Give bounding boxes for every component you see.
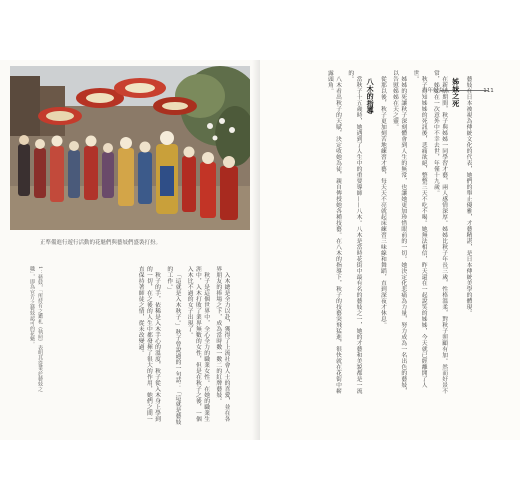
paragraph: 姊姊的死讓秋子深刻體會到人生的無常，也讓她更加珍惜眼前的一切。她決定化悲痛為力量，努力成為一名出色的藝妓，以告慰姊姊在天之靈。: [391, 70, 406, 394]
paragraph: 八木看出秋子的天賦，決定收她為徒，親自傳授她各種技藝。在八木的指導下，秋子的技藝突飛猛進，很快就在花街中嶄露頭角。: [326, 70, 341, 394]
paragraph: 「這就是入木秋子。」秋子曾說過的一句話：「這就是藝妓的工作。」: [165, 266, 180, 426]
section-title: 八木的指導: [366, 78, 375, 114]
footnote: 1：藝妓，「所持有之鑑札（執照）表明其從業於藝妓之職」，即為官方之藝妓認可的花魁。: [29, 266, 43, 392]
paragraph: 秋子得知姊姊的死訊後，悲痛欲絕，整整三天不吃不喝。她無法相信，昨天還在一起說笑的姊姊，今天就已經離開了人世。: [411, 70, 427, 388]
paragraph: 在新店期間，秋子與姊姊一同學習才藝，兩人感情深厚。姊姊比秋子年長三歲，性格溫柔，對秋子照顧有加。然而好景不常，姊姊在一次意外中不幸去世，年僅十九歲。: [432, 70, 447, 394]
book-spread: [0, 60, 520, 440]
paragraph: 當秋子十五歲時，她遇到了人生中的重要導師——八木。八木是當時花街中最有名的藝妓之一，她的才藝和美貌都是一流的。: [346, 70, 361, 394]
page-number: 111: [483, 88, 494, 94]
paragraph: 從那以後，秋子更加刻苦地練習才藝，每天天不亮就起床練習三味線和舞蹈，直到深夜才休息。: [379, 76, 386, 328]
paragraph: 入木總是全力以赴，獲得了上流社會人士的喜愛，並在各界朋友的捧場之下，成為當時數一數二的紅牌藝妓。: [214, 266, 229, 422]
paragraph: 秋子是這個世界中，全心全力的職業女性。在她的職業生涯中，入木打敗了業界無數的女性，但是在秋子之後，一個入木比不過的女子出現了。: [186, 266, 209, 422]
paragraph: 秋子的手，依稀是入木手心的溫度，秋子從入木身上學到的一切，在之後的人生中都發揮了很大的作用，她們之間一直保持著師徒之情，從未改變過。: [137, 266, 160, 422]
left-page: [0, 60, 260, 440]
paragraph: 藝妓在日本被視為傳統文化的代表，她們的舉止優雅，才藝精湛，是日本傳統美學的體現。: [465, 76, 471, 316]
left-page-body: [60, 266, 230, 426]
procession-photo: [10, 66, 250, 230]
right-page-body: [306, 70, 472, 395]
photo-caption: 正準備進行遊行活動的花魁們與藝妓們盛裝打扮。: [40, 240, 162, 246]
section-title: 姊妹之死: [451, 78, 460, 107]
running-title: 百年好女人: [422, 88, 450, 94]
